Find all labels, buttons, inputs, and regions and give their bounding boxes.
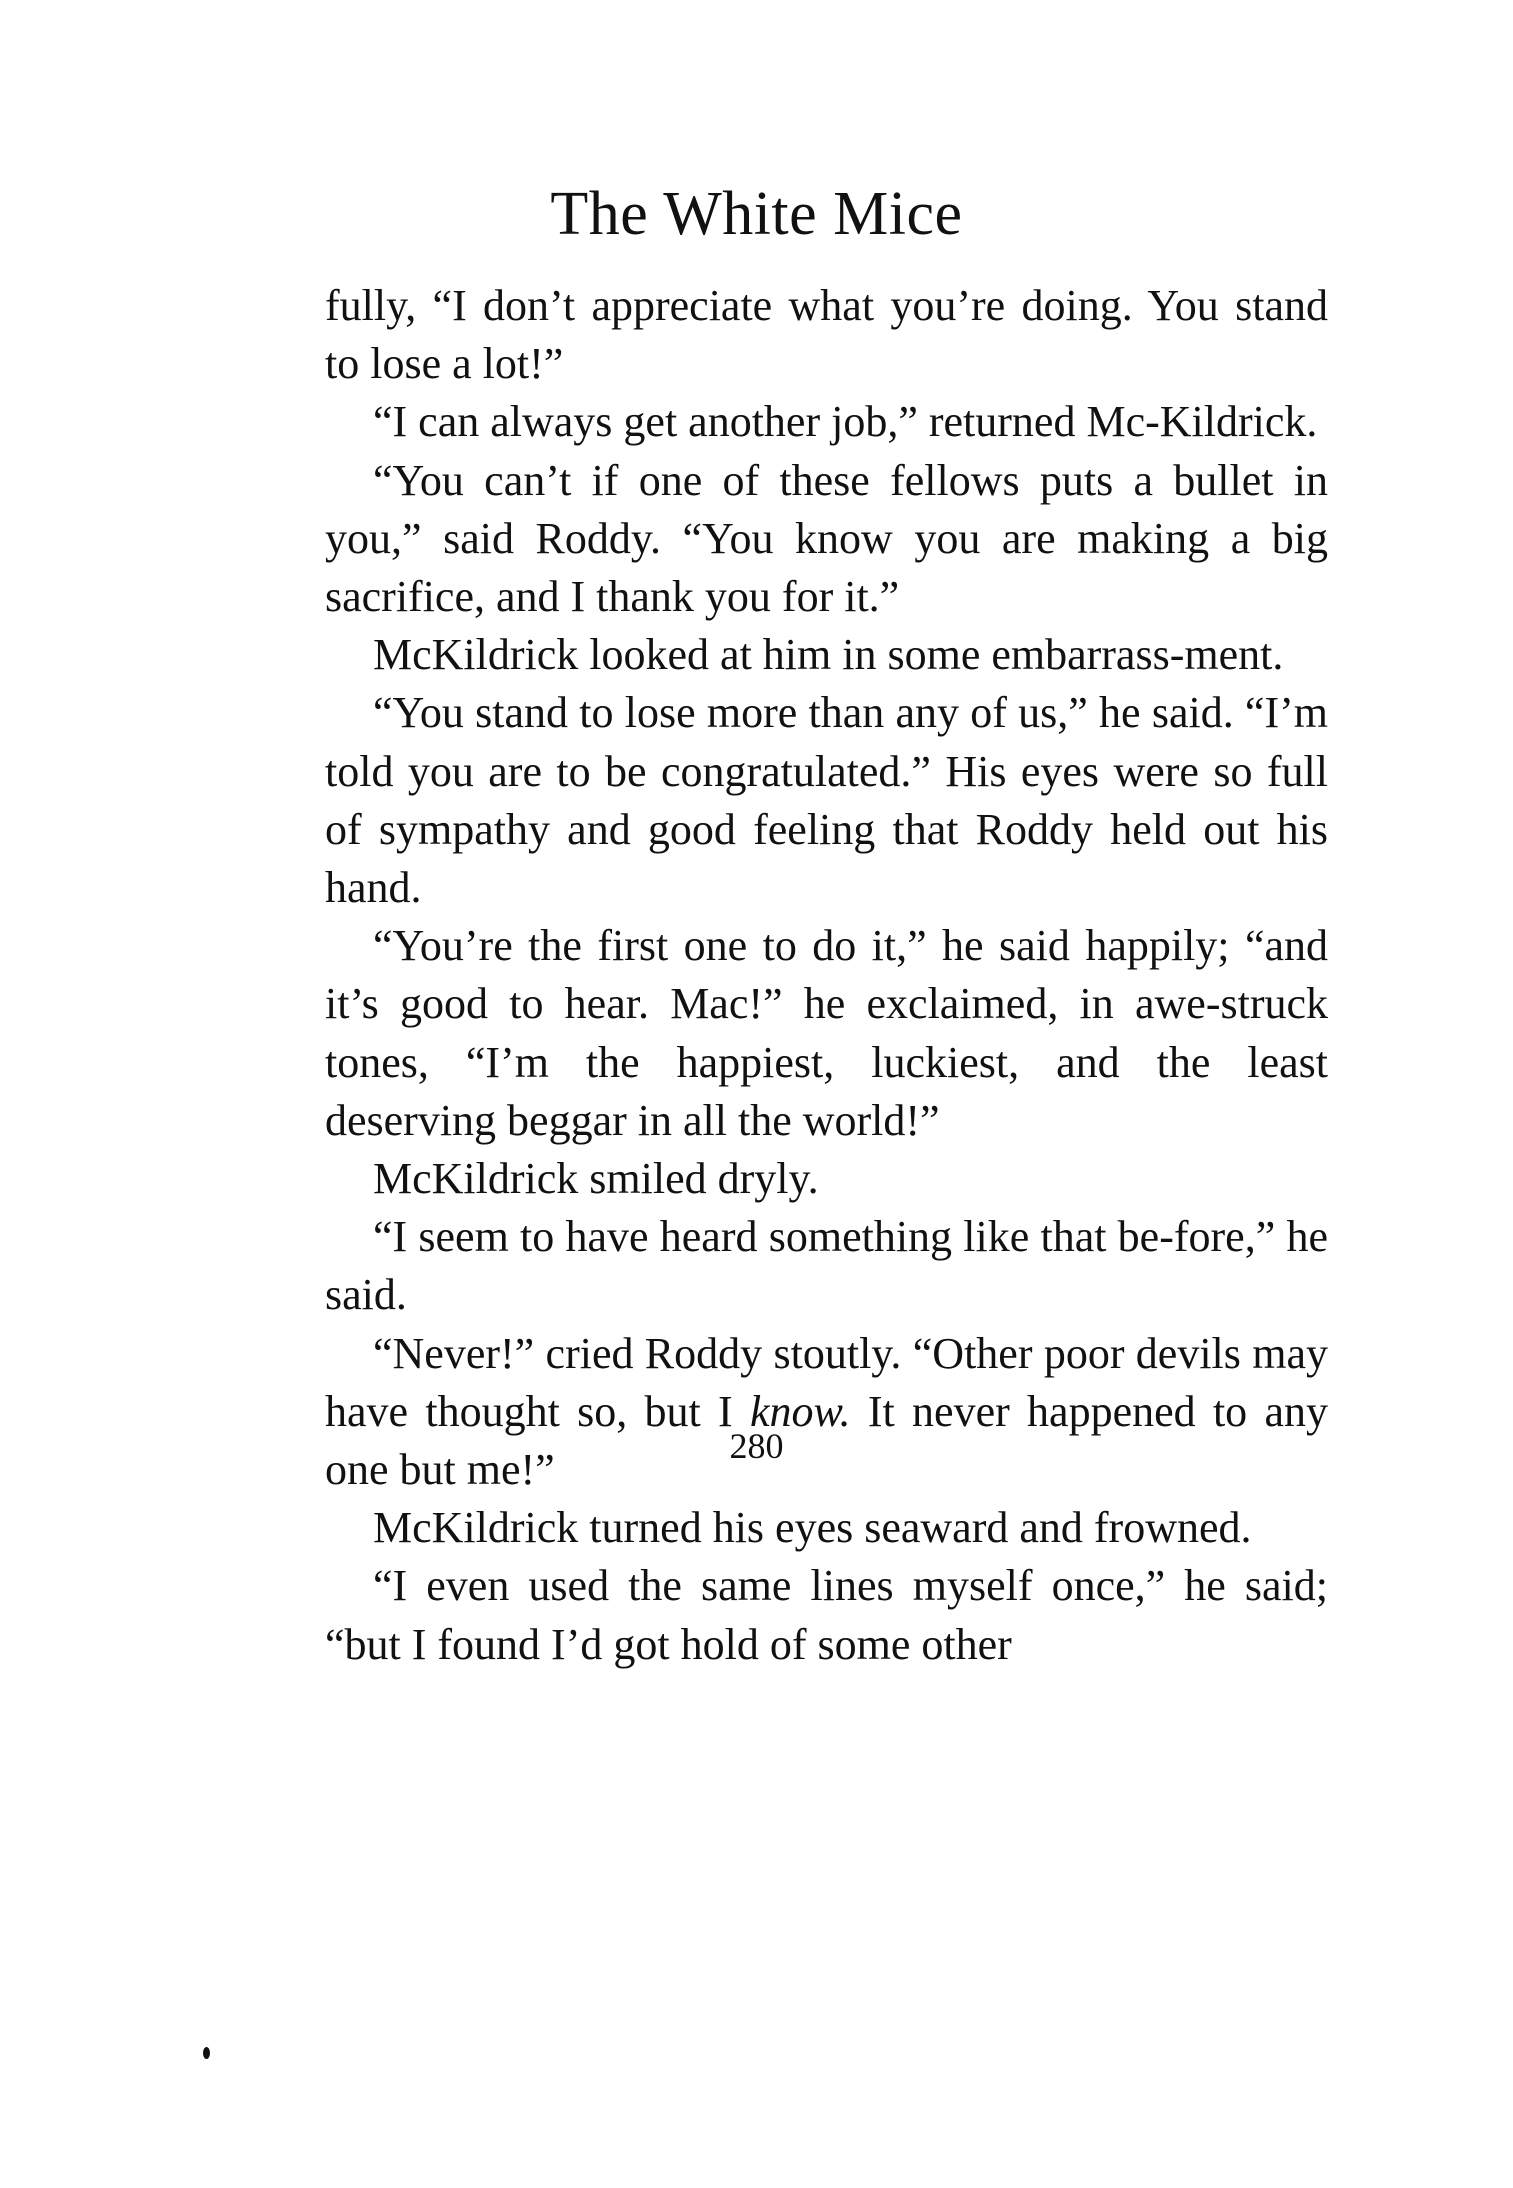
paragraph-text: “Never!” cried Roddy stoutly. “Other poor devils may have thought so, but I — [325, 1328, 1328, 1436]
paragraph-continued: fully, “I don’t appreciate what you’re doing. You stand to lose a lot!” — [325, 281, 1328, 389]
paragraph: “You’re the first one to do it,” he said happily; “and it’s good to hear. Mac!” he exclaimed, in awe-struck tones, “I’m the happiest, luckiest, and the least deserving beggar in all the world!” — [325, 921, 1328, 1145]
paragraph-continues: “I even used the same lines myself once,” he said; “but I found I’d got hold of some other — [325, 1561, 1328, 1669]
emphasized-word: know. — [749, 1386, 851, 1436]
paragraph: “You stand to lose more than any of us,” he said. “I’m told you are to be congratulated.” His eyes were so full of sympathy and good feeling that Roddy held out his hand. — [325, 688, 1328, 913]
paragraph: “You can’t if one of these fellows puts a bullet in you,” said Roddy. “You know you are making a big sacrifice, and I thank you for it.” — [325, 455, 1328, 622]
paragraph: “I can always get another job,” returned Mc-Kildrick. — [373, 397, 1318, 447]
paragraph-with-emphasis — [325, 1325, 1328, 1500]
paragraph-text: It never happened to any one but me!” — [325, 1386, 1328, 1495]
running-title: The White Mice — [550, 180, 963, 248]
ink-speck — [203, 2047, 210, 2059]
paragraph: McKildrick smiled dryly. — [373, 1154, 819, 1204]
page-number: 280 — [729, 1426, 784, 1466]
paragraph: McKildrick looked at him in some embarrass-ment. — [373, 630, 1284, 680]
paragraph: McKildrick turned his eyes seaward and frowned. — [373, 1503, 1252, 1553]
paragraph: “I seem to have heard something like that be-fore,” he said. — [325, 1212, 1328, 1320]
